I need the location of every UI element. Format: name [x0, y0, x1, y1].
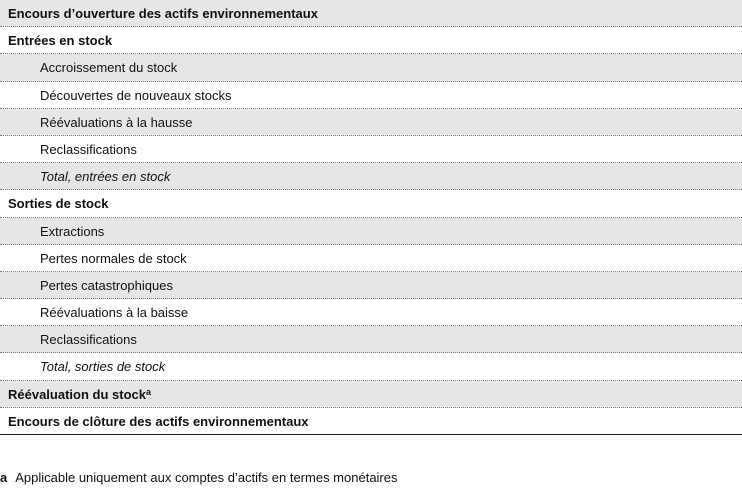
table-row-header: [0, 27, 742, 54]
row-label: Encours d’ouverture des actifs environnementaux: [8, 6, 318, 21]
table-row-item: [0, 82, 742, 109]
row-label: Sorties de stock: [8, 196, 109, 212]
footnote: [0, 470, 398, 485]
table-row-header: [0, 408, 742, 435]
table-row-item: [0, 136, 742, 163]
row-label: Réévaluation du stock: [8, 386, 146, 402]
row-label: Réévaluations à la hausse: [40, 114, 193, 130]
row-label: Accroissement du stock: [40, 60, 178, 76]
table-row-header: [0, 190, 742, 217]
footnote-reference: a: [145, 386, 151, 397]
row-label: Total, entrées en stock: [40, 169, 171, 185]
table-row-item: [0, 326, 742, 353]
row-label: Découvertes de nouveaux stocks: [40, 87, 232, 103]
table-row-header: [0, 381, 742, 408]
footnote-text: Applicable uniquement aux comptes d’actifs en termes monétaires: [15, 470, 398, 485]
footnote-marker: a: [0, 470, 8, 485]
table-row-item: [0, 245, 742, 272]
row-label: Reclassifications: [40, 141, 137, 157]
table-row-total: [0, 163, 742, 190]
row-label: Entrées en stock: [8, 33, 113, 49]
row-label: Extractions: [40, 223, 105, 239]
row-label: Pertes catastrophiques: [40, 277, 173, 293]
row-label: Pertes normales de stock: [40, 250, 187, 266]
table-row-item: [0, 54, 742, 81]
table-row-item: [0, 299, 742, 326]
table-row-item: [0, 272, 742, 299]
row-label: Total, sorties de stock: [40, 359, 166, 375]
table-row-item: [0, 109, 742, 136]
row-label: Reclassifications: [40, 332, 137, 348]
row-label: Réévaluations à la baisse: [40, 305, 189, 321]
table-row-header: [0, 0, 742, 27]
table-row-total: [0, 353, 742, 380]
row-label: Encours de clôture des actifs environnementaux: [8, 413, 309, 429]
table-row-item: [0, 218, 742, 245]
